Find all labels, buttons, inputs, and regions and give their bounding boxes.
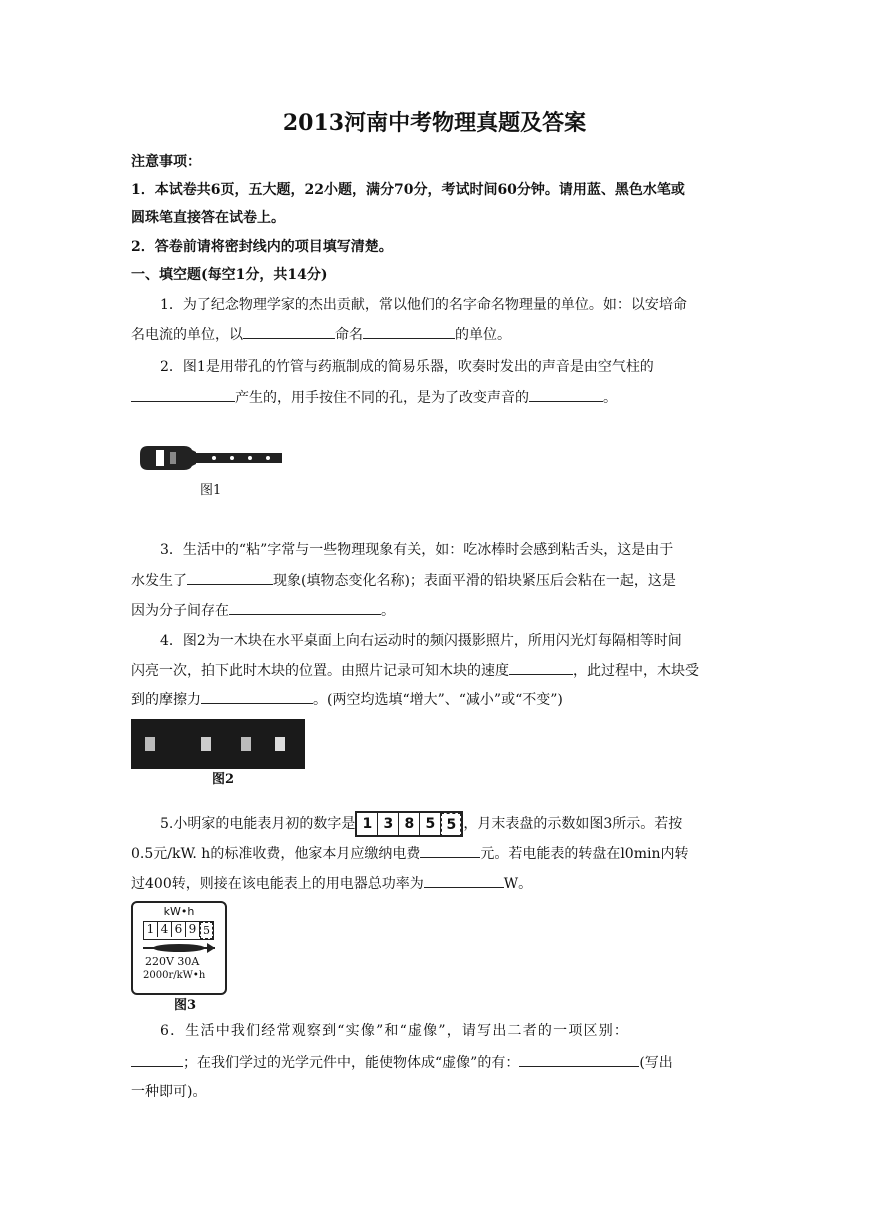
q4-text-c: 到的摩擦力 <box>131 692 201 708</box>
q5-line-1 <box>160 811 682 837</box>
notice-item-1-line-2: 圆珠笔直接答在试卷上。 <box>131 210 285 226</box>
q5-text-e: 过400转，则接在该电能表上的用电器总功率为 <box>131 876 424 892</box>
q2-line-2 <box>131 387 617 408</box>
q5-blank-2[interactable] <box>424 873 504 888</box>
q5-text-c: 0.5元/kW. h的标准收费，他家本月应缴纳电费 <box>131 846 421 862</box>
figure-3-electricity-meter <box>131 901 227 995</box>
q5-blank-1[interactable] <box>420 843 480 858</box>
q1-line-1: 1．为了纪念物理学家的杰出贡献，常以他们的名字命名物理量的单位。如：以安培命 <box>160 297 687 313</box>
initial-digit-decimal: 5 <box>441 813 461 837</box>
meter-digit: 4 <box>158 922 172 937</box>
q4-text-b: ，此过程中，木块受 <box>573 663 699 679</box>
notice-heading: 注意事项： <box>131 154 201 170</box>
q3-blank-1[interactable] <box>187 570 273 585</box>
initial-digit: 5 <box>420 813 441 835</box>
q6-line-2 <box>131 1052 673 1073</box>
q3-line-3 <box>131 600 395 621</box>
q4-line-1: 4．图2为一木块在水平桌面上向右运动时的频闪摄影照片，所用闪光灯每隔相等时间 <box>160 633 682 649</box>
meter-rating-1: 220V 30A <box>145 955 200 968</box>
figure-2-caption: 图2 <box>212 772 235 787</box>
q2-text-c: 。 <box>603 390 617 406</box>
q1-text-b: 命名 <box>335 327 363 343</box>
initial-digit: 1 <box>357 813 378 835</box>
section-1-heading: 一、填空题(每空1分，共14分) <box>131 267 328 283</box>
q6-blank-2[interactable] <box>519 1052 639 1067</box>
q1-text-c: 的单位。 <box>455 327 511 343</box>
figure-1-instrument-illustration <box>136 440 284 478</box>
meter-digit: 6 <box>172 922 186 937</box>
q5-text-a: 5.小明家的电能表月初的数字是 <box>160 816 356 832</box>
meter-digit-row <box>143 921 214 940</box>
q4-blank-1[interactable] <box>509 660 573 675</box>
q3-text-d: 。 <box>381 603 395 619</box>
meter-digit-decimal: 5 <box>200 922 213 939</box>
q4-line-2 <box>131 660 699 681</box>
meter-digit: 9 <box>186 922 200 937</box>
q3-blank-2[interactable] <box>229 600 381 615</box>
figure-1-caption: 图1 <box>200 483 222 498</box>
q5-text-f: W。 <box>503 876 533 892</box>
initial-digit: 8 <box>399 813 420 835</box>
figure-2-strobe-photo <box>131 719 305 769</box>
q3-text-b: 现象(填物态变化名称)；表面平滑的铅块紧压后会粘在一起，这是 <box>273 573 676 589</box>
q1-blank-2[interactable] <box>363 324 455 339</box>
initial-meter-reading <box>355 811 463 837</box>
notice-item-1-line-1: 1．本试卷共6页，五大题，22小题，满分70分，考试时间60分钟。请用蓝、黑色水笔或 <box>131 182 685 198</box>
q2-blank-2[interactable] <box>529 387 603 402</box>
q3-text-a: 水发生了 <box>131 573 187 589</box>
q3-line-2 <box>131 570 676 591</box>
q5-text-d: 元。若电能表的转盘在l0min内转 <box>480 846 689 862</box>
q6-line-3: 一种即可)。 <box>131 1084 207 1100</box>
figure-3-caption: 图3 <box>174 998 197 1013</box>
q4-text-a: 闪亮一次，拍下此时木块的位置。由照片记录可知木块的速度 <box>131 663 509 679</box>
q6-blank-1[interactable] <box>131 1052 183 1067</box>
q4-line-3 <box>131 689 563 710</box>
q1-text-a: 名电流的单位，以 <box>131 327 243 343</box>
meter-digit: 1 <box>144 922 158 937</box>
q6-text-b: ；在我们学过的光学元件中，能使物体成“虚像”的有： <box>183 1055 520 1071</box>
q5-line-3 <box>131 873 532 894</box>
meter-unit: kW•h <box>163 905 195 918</box>
q2-blank-1[interactable] <box>131 387 235 402</box>
q1-line-2 <box>131 324 511 345</box>
q6-line-1: 6．生活中我们经常观察到“实像”和“虚像”，请写出二者的一项区别： <box>160 1023 630 1039</box>
q3-text-c: 因为分子间存在 <box>131 603 229 619</box>
notice-item-2: 2．答卷前请将密封线内的项目填写清楚。 <box>131 239 393 255</box>
q2-text-b: 产生的，用手按住不同的孔，是为了改变声音的 <box>235 390 529 406</box>
initial-digit: 3 <box>378 813 399 835</box>
q6-text-c: (写出 <box>639 1055 673 1071</box>
q3-line-1: 3．生活中的“粘”字常与一些物理现象有关，如：吃冰棒时会感到粘舌头，这是由于 <box>160 542 674 558</box>
q4-blank-2[interactable] <box>201 689 313 704</box>
q1-blank-1[interactable] <box>243 324 335 339</box>
meter-disc-arrow-icon <box>141 941 219 955</box>
q5-text-b: ，月末表盘的示数如图3所示。若按 <box>463 816 683 832</box>
q2-line-1: 2．图1是用带孔的竹管与药瓶制成的简易乐器，吹奏时发出的声音是由空气柱的 <box>160 359 654 375</box>
meter-rating-2: 2000r/kW•h <box>143 970 206 981</box>
page-title: 2013河南中考物理真题及答案 <box>282 110 587 136</box>
q5-line-2 <box>131 843 688 864</box>
q4-text-d: 。(两空均选填“增大”、“减小”或“不变”) <box>313 692 563 708</box>
